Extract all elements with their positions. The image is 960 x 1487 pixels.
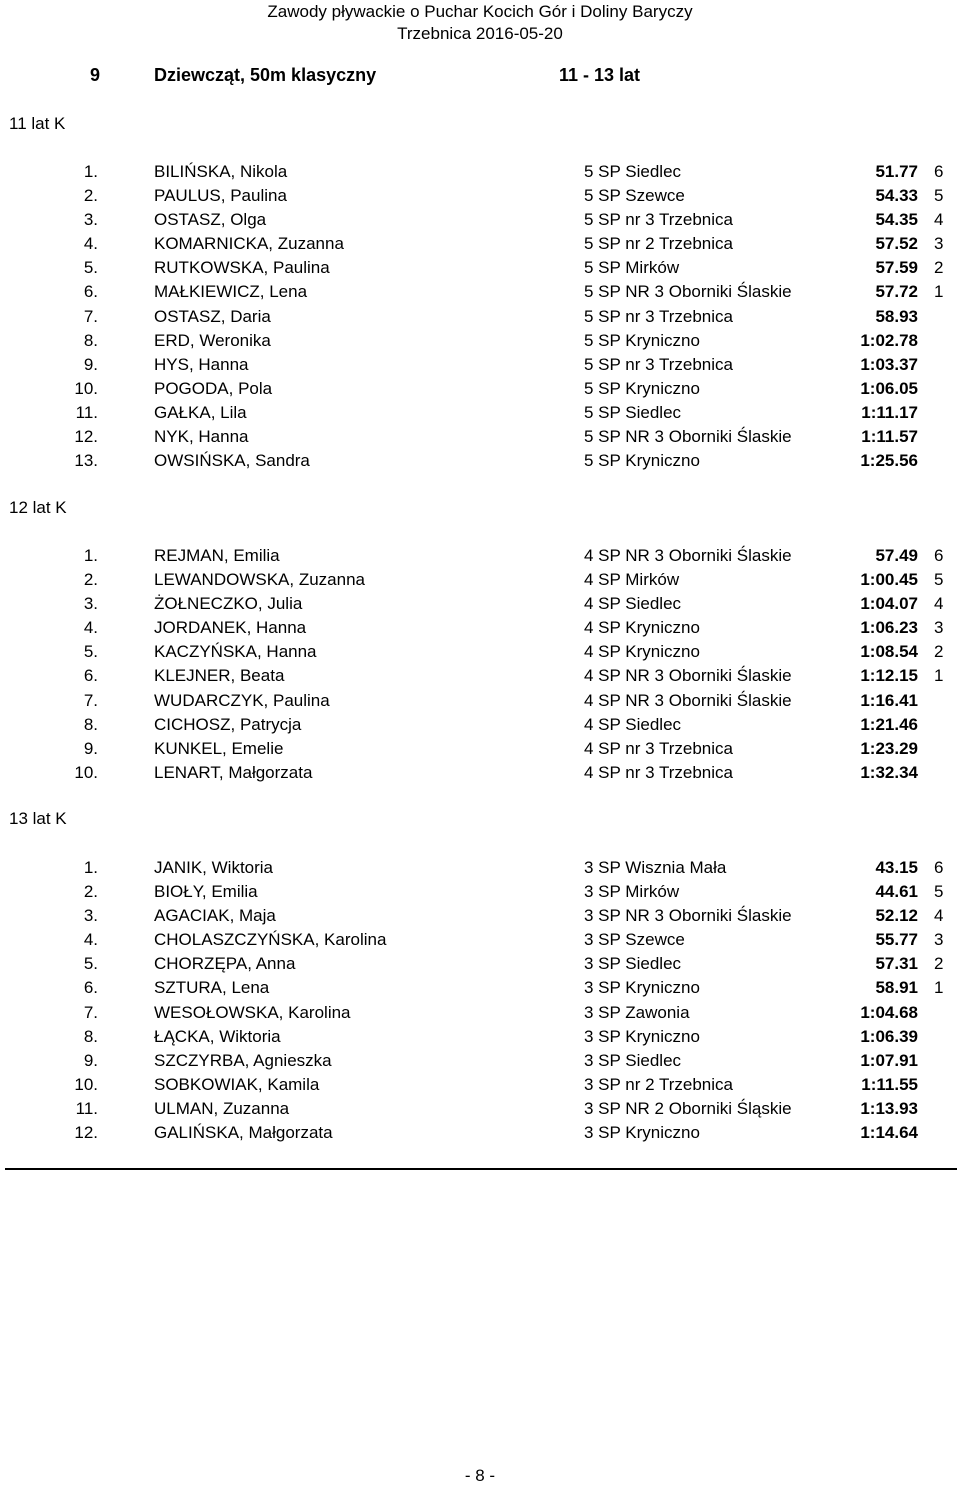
result-time: 1:14.64 [860,1123,918,1143]
result-place: 3. [83,906,98,926]
result-points: 2 [934,642,944,662]
result-time: 1:06.23 [860,618,918,638]
club-name: 4 SP Kryniczno [584,618,700,638]
club-name: 4 SP Mirków [584,570,680,590]
club-name: 3 SP Kryniczno [584,1026,700,1046]
swimmer-name: OWSIŃSKA, Sandra [154,451,310,471]
swimmer-name: WUDARCZYK, Paulina [154,690,330,710]
result-points: 3 [934,618,944,638]
result-time: 58.91 [875,978,918,998]
event-name: Dziewcząt, 50m klasyczny [154,65,377,85]
result-time: 55.77 [875,930,918,950]
swimmer-name: NYK, Hanna [154,427,249,447]
club-name: 5 SP Szewce [584,186,685,206]
result-place: 6. [83,978,98,998]
result-time: 57.49 [875,546,918,565]
swimmer-name: MAŁKIEWICZ, Lena [154,282,308,302]
club-name: 5 SP Siedlec [584,162,682,181]
result-row [0,616,960,640]
result-place: 10. [74,378,98,398]
swimmer-name: ŁĄCKA, Wiktoria [154,1026,281,1046]
result-time: 1:11.17 [861,402,918,422]
swimmer-name: CHORZĘPA, Anna [154,954,296,974]
result-time: 52.12 [875,906,918,926]
document-title: Zawody pływackie o Puchar Kocich Gór i Doliny Baryczy [267,2,693,21]
result-place: 1. [83,858,98,877]
result-time: 1:04.07 [860,594,918,614]
result-time: 1:32.34 [860,762,918,782]
swimmer-name: CICHOSZ, Patrycja [154,714,302,734]
result-row [0,928,960,952]
result-time: 1:13.93 [860,1098,918,1118]
swimmer-name: PAULUS, Paulina [154,186,287,206]
club-name: 4 SP NR 3 Oborniki Ślaskie [584,546,792,565]
age-group-label: 12 lat K [9,498,67,517]
result-time: 58.93 [875,306,918,326]
results-list [0,544,960,785]
swimmer-name: OSTASZ, Olga [154,210,267,230]
result-time: 54.35 [875,210,918,230]
result-place: 5. [83,954,98,974]
club-name: 5 SP nr 3 Trzebnica [584,354,733,374]
result-time: 1:08.54 [860,642,918,662]
result-place: 10. [74,1074,98,1094]
result-place: 4. [83,234,98,254]
result-row [0,856,960,880]
result-time: 1:04.68 [860,1002,918,1022]
result-time: 57.59 [875,258,918,278]
swimmer-name: LEWANDOWSKA, Zuzanna [154,570,365,590]
result-place: 11. [75,402,98,422]
result-place: 7. [83,306,98,326]
club-name: 4 SP Kryniczno [584,642,700,662]
result-row [0,305,960,329]
club-name: 5 SP nr 3 Trzebnica [584,306,733,326]
result-place: 11. [75,1098,98,1118]
swimmer-name: HYS, Hanna [154,354,249,374]
event-age-range: 11 - 13 lat [559,65,641,85]
club-name: 3 SP Szewce [584,930,685,950]
result-points: 1 [934,282,944,302]
result-row [0,689,960,713]
result-place: 12. [74,427,98,447]
result-row [0,232,960,256]
result-place: 5. [83,642,98,662]
result-points: 4 [934,594,944,614]
result-row [0,1025,960,1049]
result-row [0,184,960,208]
result-time: 1:02.78 [860,330,918,350]
result-place: 3. [83,594,98,614]
result-row [0,425,960,449]
result-points: 5 [934,882,944,902]
result-time: 1:23.29 [860,738,918,758]
result-row [0,737,960,761]
result-place: 5. [83,258,98,278]
club-name: 3 SP Wisznia Mała [584,858,727,877]
result-points: 6 [934,546,944,565]
swimmer-name: AGACIAK, Maja [154,906,276,926]
result-time: 1:25.56 [860,451,918,471]
document-subtitle: Trzebnica 2016-05-20 [397,24,563,43]
result-points: 1 [934,666,944,686]
swimmer-name: KACZYŃSKA, Hanna [154,642,317,662]
result-place: 9. [83,738,98,758]
result-row [0,377,960,401]
result-row [0,1001,960,1025]
club-name: 3 SP NR 3 Oborniki Ślaskie [584,906,792,926]
club-name: 3 SP Mirków [584,882,680,902]
result-time: 1:06.39 [860,1026,918,1046]
swimmer-name: KUNKEL, Emelie [154,738,284,758]
club-name: 3 SP Siedlec [584,1050,682,1070]
club-name: 4 SP NR 3 Oborniki Ślaskie [584,690,792,710]
result-points: 4 [934,210,944,230]
result-row [0,208,960,232]
result-place: 4. [83,618,98,638]
result-time: 57.72 [875,282,918,302]
result-time: 54.33 [875,186,918,206]
result-time: 1:06.05 [860,378,918,398]
result-place: 4. [83,930,98,950]
age-group-label: 13 lat K [9,809,67,828]
swimmer-name: GAŁKA, Lila [154,402,247,422]
swimmer-name: OSTASZ, Daria [154,306,271,326]
result-row [0,1097,960,1121]
club-name: 4 SP Siedlec [584,594,682,614]
result-points: 3 [934,234,944,254]
swimmer-name: KLEJNER, Beata [154,666,285,686]
result-place: 8. [83,1026,98,1046]
result-time: 51.77 [875,162,918,181]
result-place: 2. [83,570,98,590]
result-row [0,160,960,184]
result-place: 7. [83,1002,98,1022]
swimmer-name: ERD, Weronika [154,330,271,350]
swimmer-name: JORDANEK, Hanna [154,618,307,638]
club-name: 4 SP nr 3 Trzebnica [584,738,733,758]
club-name: 5 SP Mirków [584,258,680,278]
result-row [0,904,960,928]
club-name: 5 SP nr 2 Trzebnica [584,234,733,254]
club-name: 5 SP nr 3 Trzebnica [584,210,733,230]
result-time: 1:12.15 [860,666,918,686]
result-row [0,1073,960,1097]
swimmer-name: ŻOŁNECZKO, Julia [154,594,303,614]
club-name: 3 SP NR 2 Oborniki Śląskie [584,1098,792,1118]
result-row [0,280,960,304]
result-time: 1:11.57 [861,427,918,447]
result-place: 2. [83,882,98,902]
club-name: 3 SP Siedlec [584,954,682,974]
result-time: 57.52 [875,234,918,254]
swimmer-name: BILIŃSKA, Nikola [154,162,288,181]
swimmer-name: GALIŃSKA, Małgorzata [154,1123,333,1143]
club-name: 3 SP Kryniczno [584,978,700,998]
result-time: 1:00.45 [860,570,918,590]
swimmer-name: RUTKOWSKA, Paulina [154,258,330,278]
result-points: 1 [934,978,944,998]
swimmer-name: JANIK, Wiktoria [154,858,274,877]
result-row [0,1121,960,1145]
result-row [0,568,960,592]
result-time: 1:03.37 [860,354,918,374]
swimmer-name: LENART, Małgorzata [154,762,313,782]
result-points: 6 [934,162,944,181]
result-place: 7. [83,690,98,710]
result-time: 1:16.41 [860,690,918,710]
result-row [0,761,960,785]
result-row [0,952,960,976]
swimmer-name: POGODA, Pola [154,378,273,398]
result-place: 12. [74,1123,98,1143]
results-list [0,856,960,1145]
result-row [0,713,960,737]
result-time: 57.31 [875,954,918,974]
swimmer-name: KOMARNICKA, Zuzanna [154,234,344,254]
result-row [0,353,960,377]
club-name: 4 SP NR 3 Oborniki Ślaskie [584,666,792,686]
club-name: 5 SP NR 3 Oborniki Ślaskie [584,427,792,447]
result-points: 5 [934,570,944,590]
result-row [0,544,960,568]
swimmer-name: WESOŁOWSKA, Karolina [154,1002,351,1022]
result-row [0,256,960,280]
event-number: 9 [90,65,101,85]
results-list [0,160,960,473]
club-name: 3 SP Zawonia [584,1002,690,1022]
result-row [0,592,960,616]
result-row [0,880,960,904]
club-name: 3 SP nr 2 Trzebnica [584,1074,733,1094]
result-row [0,976,960,1000]
result-points: 6 [934,858,944,877]
result-place: 3. [83,210,98,230]
result-place: 2. [83,186,98,206]
club-name: 5 SP Kryniczno [584,378,700,398]
club-name: 5 SP NR 3 Oborniki Ślaskie [584,282,792,302]
result-points: 3 [934,930,944,950]
result-row [0,449,960,473]
result-time: 1:21.46 [860,714,918,734]
swimmer-name: CHOLASZCZYŃSKA, Karolina [154,930,387,950]
club-name: 5 SP Siedlec [584,402,682,422]
club-name: 5 SP Kryniczno [584,330,700,350]
result-place: 8. [83,714,98,734]
result-place: 6. [83,666,98,686]
result-row [0,401,960,425]
result-points: 2 [934,954,944,974]
bottom-divider [5,1168,957,1170]
club-name: 4 SP nr 3 Trzebnica [584,762,733,782]
result-place: 8. [83,330,98,350]
result-time: 44.61 [875,882,918,902]
result-time: 1:07.91 [860,1050,918,1070]
result-place: 9. [83,1050,98,1070]
swimmer-name: SZTURA, Lena [154,978,270,998]
swimmer-name: SOBKOWIAK, Kamila [154,1074,320,1094]
result-place: 6. [83,282,98,302]
swimmer-name: BIOŁY, Emilia [154,882,258,902]
page-number: - 8 - [464,1466,496,1485]
result-place: 1. [83,546,98,565]
result-row [0,640,960,664]
result-place: 9. [83,354,98,374]
swimmer-name: SZCZYRBA, Agnieszka [154,1050,332,1070]
result-place: 1. [83,162,98,181]
result-place: 10. [74,762,98,782]
result-points: 4 [934,906,944,926]
age-group-label: 11 lat K [9,114,66,133]
club-name: 5 SP Kryniczno [584,451,700,471]
club-name: 3 SP Kryniczno [584,1123,700,1143]
swimmer-name: ULMAN, Zuzanna [154,1098,290,1118]
result-row [0,329,960,353]
event-heading [0,65,960,89]
result-row [0,1049,960,1073]
result-time: 1:11.55 [861,1074,918,1094]
result-place: 13. [74,451,98,471]
result-points: 2 [934,258,944,278]
result-points: 5 [934,186,944,206]
club-name: 4 SP Siedlec [584,714,682,734]
result-row [0,664,960,688]
result-time: 43.15 [875,858,918,877]
swimmer-name: REJMAN, Emilia [154,546,280,565]
